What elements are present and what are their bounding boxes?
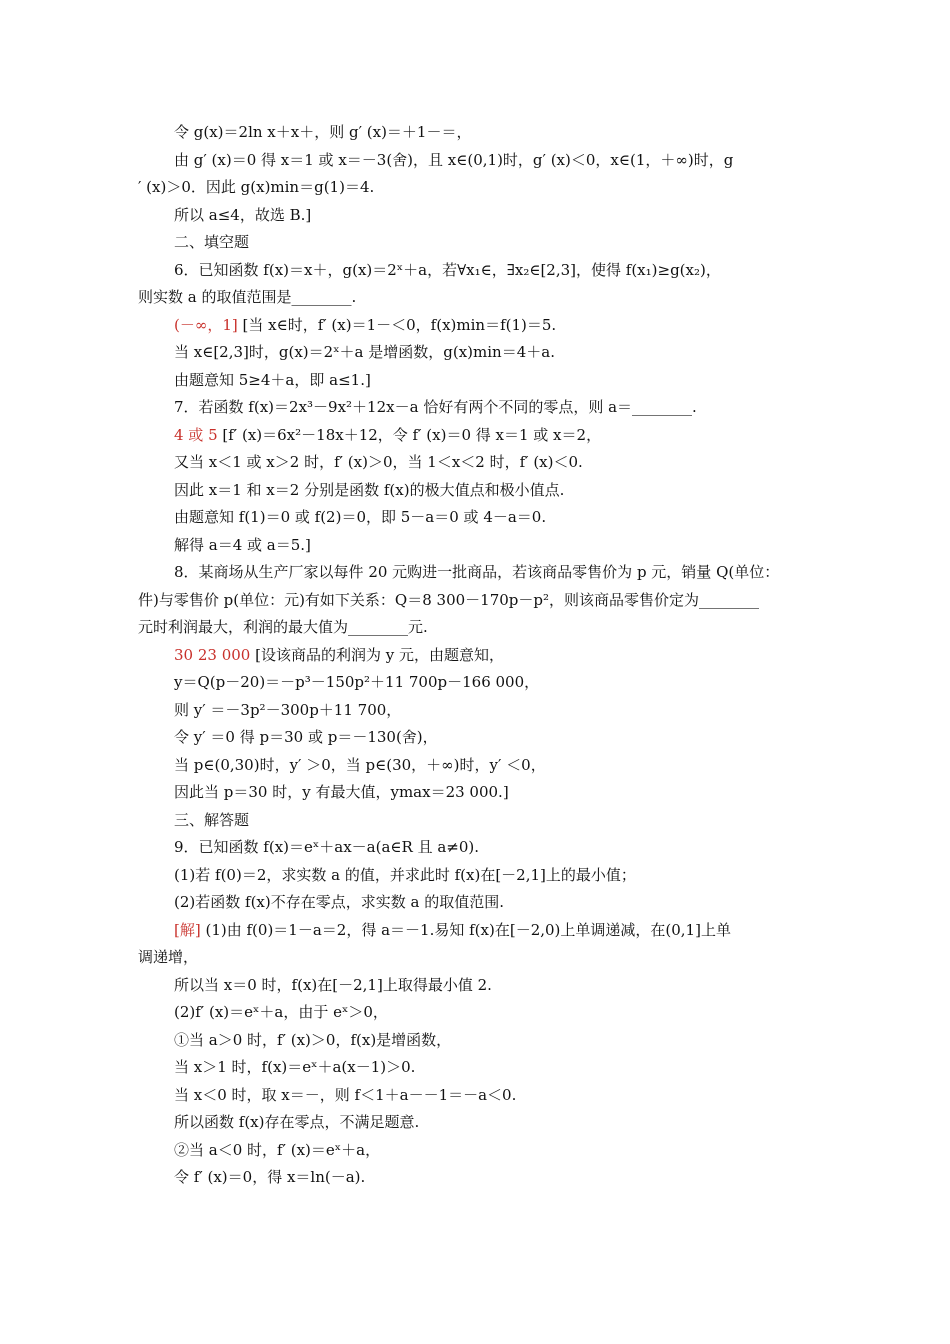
text-line [174, 122, 864, 142]
line-text: 所以函数 f(x)存在零点，不满足题意. [174, 1113, 420, 1131]
line-text: 8．某商场从生产厂家以每件 20 元购进一批商品，若该商品零售价为 p 元，销量 Q(单位： [174, 563, 780, 581]
text-line [174, 700, 864, 720]
answer-label: 4 或 5 [174, 425, 218, 444]
line-text: 件)与零售价 p(单位：元)有如下关系：Q＝8 300－170p－p²，则该商品零售价定为________ [138, 590, 760, 609]
line-text: 由题意知 f(1)＝0 或 f(2)＝0，即 5－a＝0 或 4－a＝0. [174, 508, 547, 526]
text-line [174, 535, 864, 555]
text-line [174, 865, 864, 885]
text-line [138, 590, 828, 610]
line-text: 所以 a≤4，故选 B.] [174, 205, 312, 224]
text-line [174, 1085, 864, 1105]
text-line [174, 452, 864, 472]
line-text: 三、解答题 [174, 810, 250, 829]
text-line [174, 920, 864, 940]
line-text: 则实数 a 的取值范围是________. [138, 288, 357, 306]
text-line [174, 1140, 864, 1160]
answer-label: (－∞，1] [174, 315, 238, 334]
text-line [174, 1057, 864, 1077]
line-text: (2)f′ (x)＝eˣ＋a，由于 eˣ＞0， [174, 1003, 388, 1021]
line-text: ′ (x)＞0．因此 g(x)min＝g(1)＝4. [138, 178, 375, 196]
text-line [174, 782, 864, 802]
text-line [174, 370, 864, 390]
line-text: 7．若函数 f(x)＝2x³－9x²＋12x－a 恰好有两个不同的零点，则 a＝________. [174, 398, 697, 416]
text-line [174, 1167, 864, 1187]
line-text: 二、填空题 [174, 233, 250, 251]
line-text: [f′ (x)＝6x²－18x＋12，令 f′ (x)＝0 得 x＝1 或 x＝2， [217, 425, 602, 444]
text-line [174, 232, 864, 252]
line-text: y＝Q(p－20)＝－p³－150p²＋11 700p－166 000， [174, 673, 540, 691]
text-line [174, 645, 864, 665]
text-line [174, 892, 864, 912]
line-text: ②当 a＜0 时，f′ (x)＝eˣ＋a， [174, 1140, 381, 1159]
line-text: 则 y′ ＝－3p²－300p＋11 700， [174, 700, 402, 719]
line-text: 由题意知 5≥4＋a，即 a≤1.] [174, 370, 371, 389]
text-line [174, 755, 864, 775]
line-text: 解得 a＝4 或 a＝5.] [174, 535, 311, 554]
text-line [174, 1112, 864, 1132]
line-text: 当 x＞1 时，f(x)＝eˣ＋a(x－1)＞0. [174, 1058, 416, 1076]
line-text: 因此 x＝1 和 x＝2 分别是函数 f(x)的极大值点和极小值点. [174, 480, 565, 499]
line-text: 由 g′ (x)＝0 得 x＝1 或 x＝－3(舍)，且 x∈(0,1)时，g′ (x)＜0，x∈(1，＋∞)时，g [174, 150, 734, 169]
line-text: ①当 a＞0 时，f′ (x)＞0，f(x)是增函数， [174, 1030, 452, 1049]
line-text: 当 x＜0 时，取 x＝－，则 f＜1＋a－－1＝－a＜0. [174, 1085, 517, 1104]
line-text: (2)若函数 f(x)不存在零点，求实数 a 的取值范围. [174, 893, 504, 911]
text-line [138, 617, 828, 637]
line-text: 令 y′ ＝0 得 p＝30 或 p＝－130(舍)， [174, 728, 438, 746]
line-text: [设该商品的利润为 y 元，由题意知， [250, 645, 504, 664]
line-text: (1)若 f(0)＝2，求实数 a 的值，并求此时 f(x)在[－2,1]上的最小值； [174, 865, 636, 884]
text-line [174, 425, 864, 445]
text-line [138, 947, 828, 967]
line-text: 又当 x＜1 或 x＞2 时，f′ (x)＞0，当 1＜x＜2 时，f′ (x)＜0. [174, 453, 583, 471]
line-text: 令 f′ (x)＝0，得 x＝ln(－a). [174, 1168, 366, 1186]
line-text: 所以当 x＝0 时，f(x)在[－2,1]上取得最小值 2. [174, 975, 492, 994]
text-line [174, 727, 864, 747]
text-line [174, 260, 864, 280]
text-line [174, 342, 864, 362]
text-line [174, 315, 864, 335]
text-line [174, 1002, 864, 1022]
line-text: 6．已知函数 f(x)＝x＋，g(x)＝2ˣ＋a，若∀x₁∈，∃x₂∈[2,3]，使得 f(x₁)≥g(x₂)， [174, 260, 721, 279]
text-line [174, 1030, 864, 1050]
answer-label: [解] [174, 920, 201, 939]
text-line [174, 837, 864, 857]
line-text: (1)由 f(0)＝1－a＝2，得 a＝－1.易知 f(x)在[－2,0)上单调递减，在(0,1]上单 [200, 920, 731, 939]
answer-label: 30 23 000 [174, 645, 251, 664]
text-line [138, 177, 828, 197]
text-line [174, 507, 864, 527]
line-text: [当 x∈时，f′ (x)＝1－＜0，f(x)min＝f(1)＝5. [237, 315, 557, 334]
line-text: 因此当 p＝30 时，y 有最大值，ymax＝23 000.] [174, 783, 509, 801]
text-line [174, 480, 864, 500]
text-line [174, 810, 864, 830]
text-line [174, 397, 864, 417]
line-text: 令 g(x)＝2ln x＋x＋，则 g′ (x)＝＋1－＝， [174, 123, 472, 141]
line-text: 元时利润最大，利润的最大值为________元. [138, 618, 428, 636]
line-text: 9．已知函数 f(x)＝eˣ＋ax－a(a∈R 且 a≠0). [174, 838, 480, 856]
text-line [138, 287, 828, 307]
text-line [174, 562, 864, 582]
text-line [174, 672, 864, 692]
text-line [174, 150, 864, 170]
line-text: 调递增， [138, 948, 199, 966]
text-line [174, 205, 864, 225]
line-text: 当 p∈(0,30)时，y′ ＞0，当 p∈(30，＋∞)时，y′ ＜0， [174, 755, 546, 774]
line-text: 当 x∈[2,3]时，g(x)＝2ˣ＋a 是增函数，g(x)min＝4＋a. [174, 343, 555, 361]
text-line [174, 975, 864, 995]
